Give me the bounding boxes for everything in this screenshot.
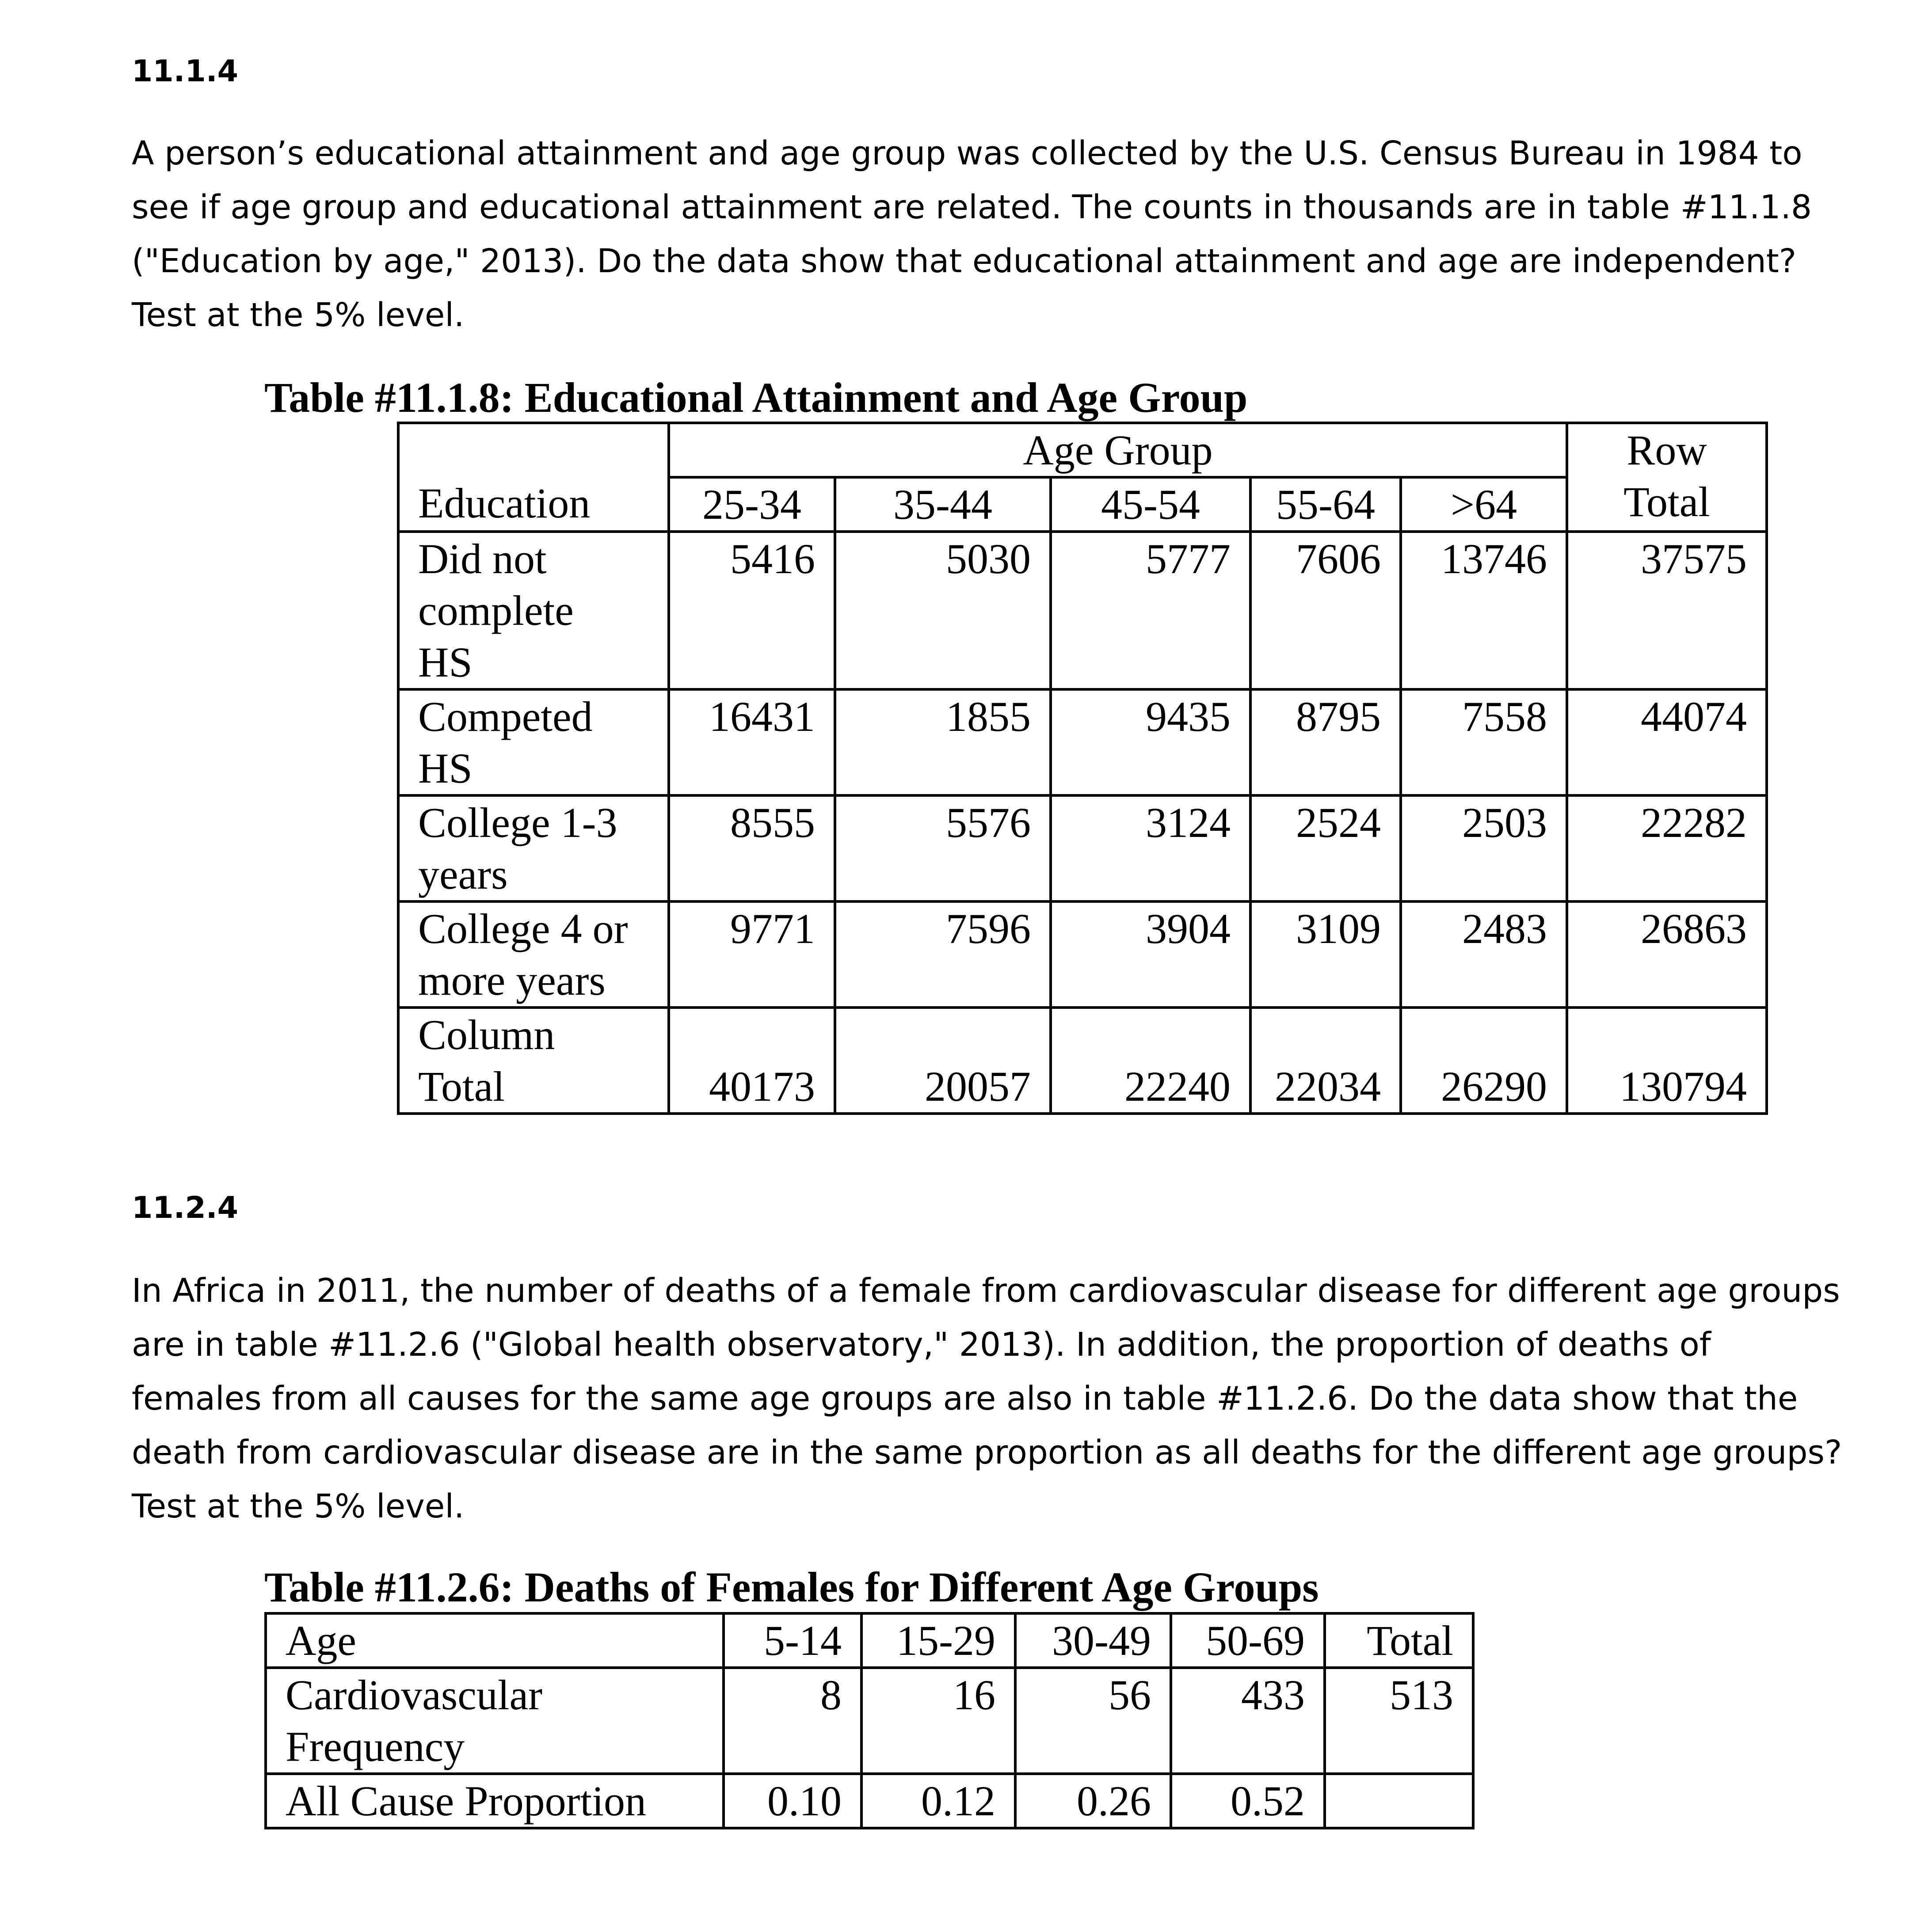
table-cell: 5416	[669, 532, 835, 689]
age-group-header: Age Group	[669, 423, 1567, 477]
age-group-col-header: 35-44	[835, 477, 1051, 532]
table-row	[398, 532, 1767, 689]
row-label-line: years	[418, 851, 508, 898]
text-line: In Africa in 2011, the number of deaths of a female from cardiovascular disease for different age groups	[132, 1272, 1840, 1310]
age-col-header: 15-29	[861, 1613, 1015, 1668]
column-total-cell: 26290	[1401, 1008, 1567, 1114]
table-cell: 7606	[1250, 532, 1401, 689]
grand-total-cell: 130794	[1567, 1008, 1767, 1114]
table-cell: 3124	[1051, 795, 1250, 901]
row-label-line: Did not	[418, 535, 547, 582]
table-cell: 2503	[1401, 795, 1567, 901]
table-row	[398, 901, 1767, 1008]
problem-11-1-4-text	[132, 126, 1882, 342]
table-cell: 1855	[835, 689, 1051, 795]
row-label: All Cause Proportion	[266, 1774, 724, 1828]
age-col-header: 5-14	[724, 1613, 861, 1668]
table-cell: 0.12	[861, 1774, 1015, 1828]
row-total-header-line: Total	[1623, 478, 1710, 525]
table-cell: 9771	[669, 901, 835, 1008]
row-label	[398, 1008, 669, 1114]
row-label-line: Competed	[418, 693, 593, 740]
table-11-2-6	[264, 1612, 1475, 1829]
text-line: see if age group and educational attainment are related. The counts in thousands are in table #11.1.8	[132, 188, 1812, 226]
row-total-header-line: Row	[1627, 426, 1707, 474]
row-total-cell: 26863	[1567, 901, 1767, 1008]
text-line: females from all causes for the same age groups are also in table #11.2.6. Do the data show that the	[132, 1380, 1798, 1418]
age-header: Age	[266, 1613, 724, 1668]
table-cell: 2483	[1401, 901, 1567, 1008]
table-cell: 8	[724, 1668, 861, 1774]
text-line: A person’s educational attainment and age group was collected by the U.S. Census Bureau in 1984 to	[132, 134, 1802, 172]
text-line: death from cardiovascular disease are in the same proportion as all deaths for the different age groups?	[132, 1434, 1842, 1472]
table-cell: 0.10	[724, 1774, 861, 1828]
table-cell: 7596	[835, 901, 1051, 1008]
row-label-line: HS	[418, 639, 473, 686]
row-label-line: College 1-3	[418, 799, 617, 846]
table-cell: 8555	[669, 795, 835, 901]
row-total-cell: 37575	[1567, 532, 1767, 689]
row-label-line: Frequency	[286, 1723, 465, 1770]
table-cell: 3904	[1051, 901, 1250, 1008]
row-label	[398, 689, 669, 795]
table-cell: 433	[1171, 1668, 1325, 1774]
column-total-cell: 20057	[835, 1008, 1051, 1114]
table-row	[266, 1774, 1473, 1828]
row-total-header	[1567, 423, 1767, 532]
column-total-row	[398, 1008, 1767, 1114]
total-cell: 513	[1325, 1668, 1473, 1774]
table-row	[266, 1668, 1473, 1774]
text-line: Test at the 5% level.	[132, 296, 465, 334]
row-label-line: Total	[418, 1063, 505, 1110]
text-line: are in table #11.2.6 ("Global health observatory," 2013). In addition, the proportion of deaths of	[132, 1326, 1711, 1364]
age-group-col-header: 45-54	[1051, 477, 1250, 532]
table-11-2-6-caption: Table #11.2.6: Deaths of Females for Different Age Groups	[264, 1563, 1319, 1611]
column-total-cell: 22034	[1250, 1008, 1401, 1114]
table-cell: 9435	[1051, 689, 1250, 795]
age-group-col-header: 25-34	[669, 477, 835, 532]
empty-cell	[1325, 1774, 1473, 1828]
problem-number-11-2-4: 11.2.4	[132, 1190, 238, 1225]
row-label	[398, 532, 669, 689]
column-total-cell: 22240	[1051, 1008, 1250, 1114]
age-group-col-header: 55-64	[1250, 477, 1401, 532]
age-col-header: 50-69	[1171, 1613, 1325, 1668]
row-label-line: Column	[418, 1011, 555, 1058]
row-label-line: College 4 or	[418, 905, 628, 952]
row-label-line: Cardiovascular	[286, 1671, 543, 1719]
text-line: Test at the 5% level.	[132, 1487, 465, 1525]
problem-number-11-1-4: 11.1.4	[132, 54, 238, 89]
table-cell: 16431	[669, 689, 835, 795]
age-col-header: 30-49	[1015, 1613, 1171, 1668]
table-cell: 0.26	[1015, 1774, 1171, 1828]
row-label	[398, 901, 669, 1008]
row-label	[398, 795, 669, 901]
column-total-cell: 40173	[669, 1008, 835, 1114]
table-row	[398, 795, 1767, 901]
table-corner-cell	[398, 423, 669, 477]
table-11-1-8	[397, 422, 1768, 1115]
row-total-cell: 44074	[1567, 689, 1767, 795]
row-label-line: more years	[418, 957, 606, 1004]
table-row	[398, 689, 1767, 795]
table-cell: 3109	[1250, 901, 1401, 1008]
text-line: ("Education by age," 2013). Do the data show that educational attainment and age are independent?	[132, 242, 1797, 280]
row-total-cell: 22282	[1567, 795, 1767, 901]
education-header: Education	[398, 477, 669, 532]
table-cell: 5030	[835, 532, 1051, 689]
table-cell: 2524	[1250, 795, 1401, 901]
table-cell: 16	[861, 1668, 1015, 1774]
total-col-header: Total	[1325, 1613, 1473, 1668]
table-cell: 5777	[1051, 532, 1250, 689]
table-cell: 8795	[1250, 689, 1401, 795]
table-header-row	[266, 1613, 1473, 1668]
row-label-line: complete	[418, 587, 574, 634]
row-label-line: HS	[418, 745, 473, 792]
table-11-1-8-caption: Table #11.1.8: Educational Attainment and Age Group	[264, 374, 1248, 421]
table-cell: 5576	[835, 795, 1051, 901]
table-cell: 7558	[1401, 689, 1567, 795]
problem-11-2-4-text	[132, 1264, 1882, 1533]
table-cell: 56	[1015, 1668, 1171, 1774]
age-group-col-header: >64	[1401, 477, 1567, 532]
table-cell: 13746	[1401, 532, 1567, 689]
table-cell: 0.52	[1171, 1774, 1325, 1828]
row-label	[266, 1668, 724, 1774]
